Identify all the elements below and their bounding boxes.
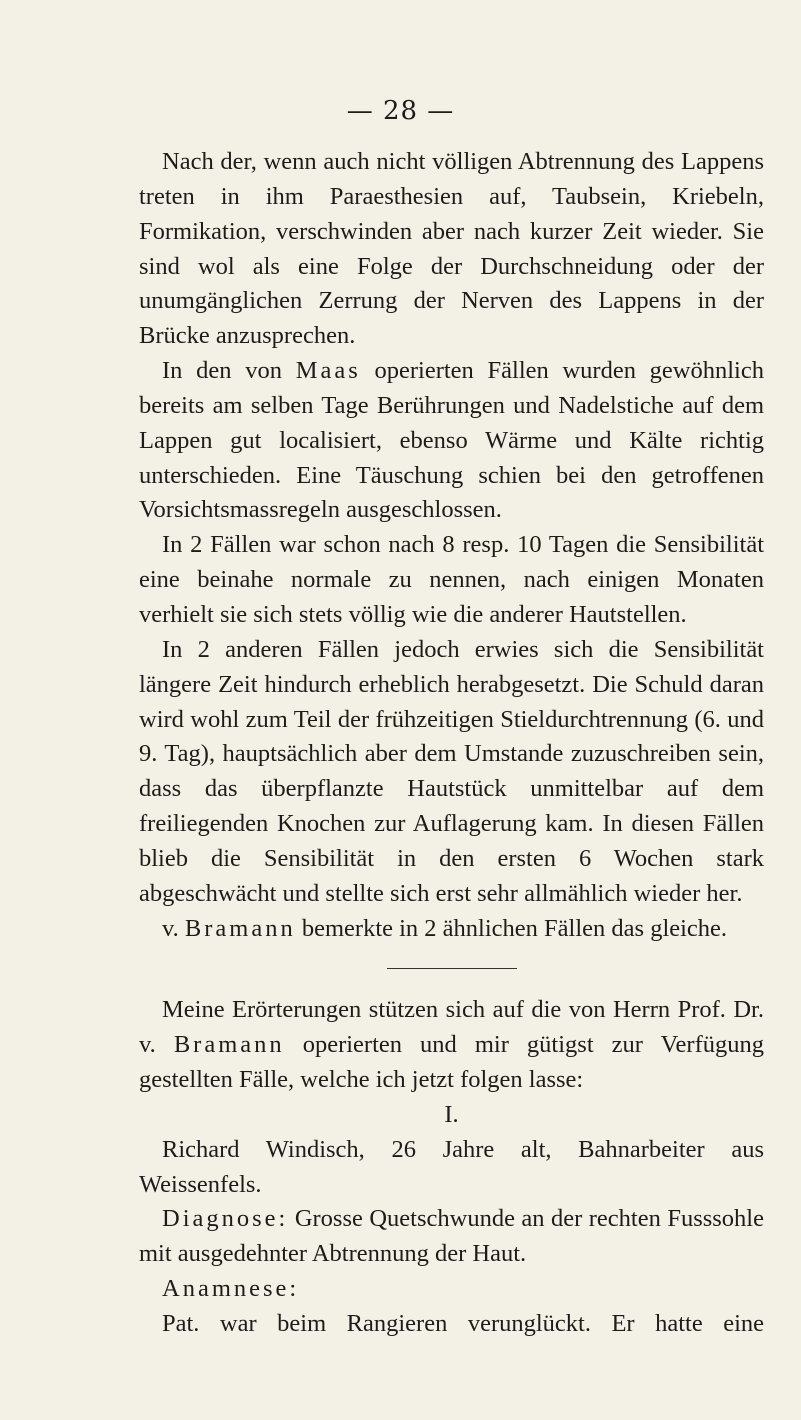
paragraph-2: In den von Maas operierten Fällen wurden gewöhnlich bereits am selben Tage Berührungen und Nadelstiche auf dem Lappen gut localisiert, ebenso Wärme und Kälte richtig unterschieden. Eine Täuschung schien bei den getroffenen Vorsichtsmassregeln ausgeschlossen. <box>139 357 764 524</box>
paragraph-6: Meine Erörterungen stützen sich auf die von Herrn Prof. Dr. v. Bramann operierten und mir gütigst zur Verfügung gestellten Fälle, welche ich jetzt folgen lasse: <box>139 996 764 1094</box>
diagnosis: Diagnose: Grosse Quetschwunde an der rechten Fusssohle mit ausgedehnter Abtrennung der Haut. <box>139 1205 764 1268</box>
anamnesis-label: Anamnese: <box>162 1275 300 1303</box>
paragraph-1: Nach der, wenn auch nicht völligen Abtrennung des Lappens treten in ihm Paraesthesien auf, Taubsein, Kriebeln, Formikation, verschwinden aber nach kurzer Zeit wieder. Sie sind wol als eine Folge der Durchschneidung oder der unumgänglichen Zerrung der Nerven des Lappens in der Brücke anzusprechen. <box>139 148 764 350</box>
page-number: — 28 — <box>346 96 455 126</box>
author-name: Bramann <box>173 1031 285 1059</box>
anamnesis-heading <box>139 1272 764 1307</box>
body-text <box>139 145 764 1342</box>
section-divider <box>387 968 517 969</box>
paragraph-last: Pat. war beim Rangieren verunglückt. Er hatte eine <box>162 1310 764 1337</box>
author-name: Maas <box>295 357 361 385</box>
patient-line: Richard Windisch, 26 Jahre alt, Bahnarbeiter aus Weissenfels. <box>139 1135 764 1198</box>
diagnosis-label: Diagnose: <box>162 1205 289 1233</box>
paragraph-3: In 2 Fällen war schon nach 8 resp. 10 Tagen die Sensibilität eine beinahe normale zu nennen, nach einigen Monaten verhielt sie sich stets völlig wie die anderer Hautstellen. <box>139 531 764 628</box>
author-name: Bramann <box>184 914 296 942</box>
case-number: I. <box>444 1100 459 1128</box>
paragraph-4: In 2 anderen Fällen jedoch erwies sich die Sensibilität längere Zeit hindurch erheblich herabgesetzt. Die Schuld daran wird wohl zum Teil der frühzeitigen Stieldurchtrennung (6. und 9. Tag), hauptsächlich aber dem Umstande zuzuschreiben sein, dass das überpflanzte Hautstück unmittelbar auf dem freiliegenden Knochen zur Auflagerung kam. In diesen Fällen blieb die Sensibilität in den ersten 6 Wochen stark abgeschwächt und stellte sich erst sehr allmählich wieder her. <box>139 635 764 907</box>
paragraph-5: v. Bramann bemerkte in 2 ähnlichen Fällen das gleiche. <box>162 914 728 942</box>
